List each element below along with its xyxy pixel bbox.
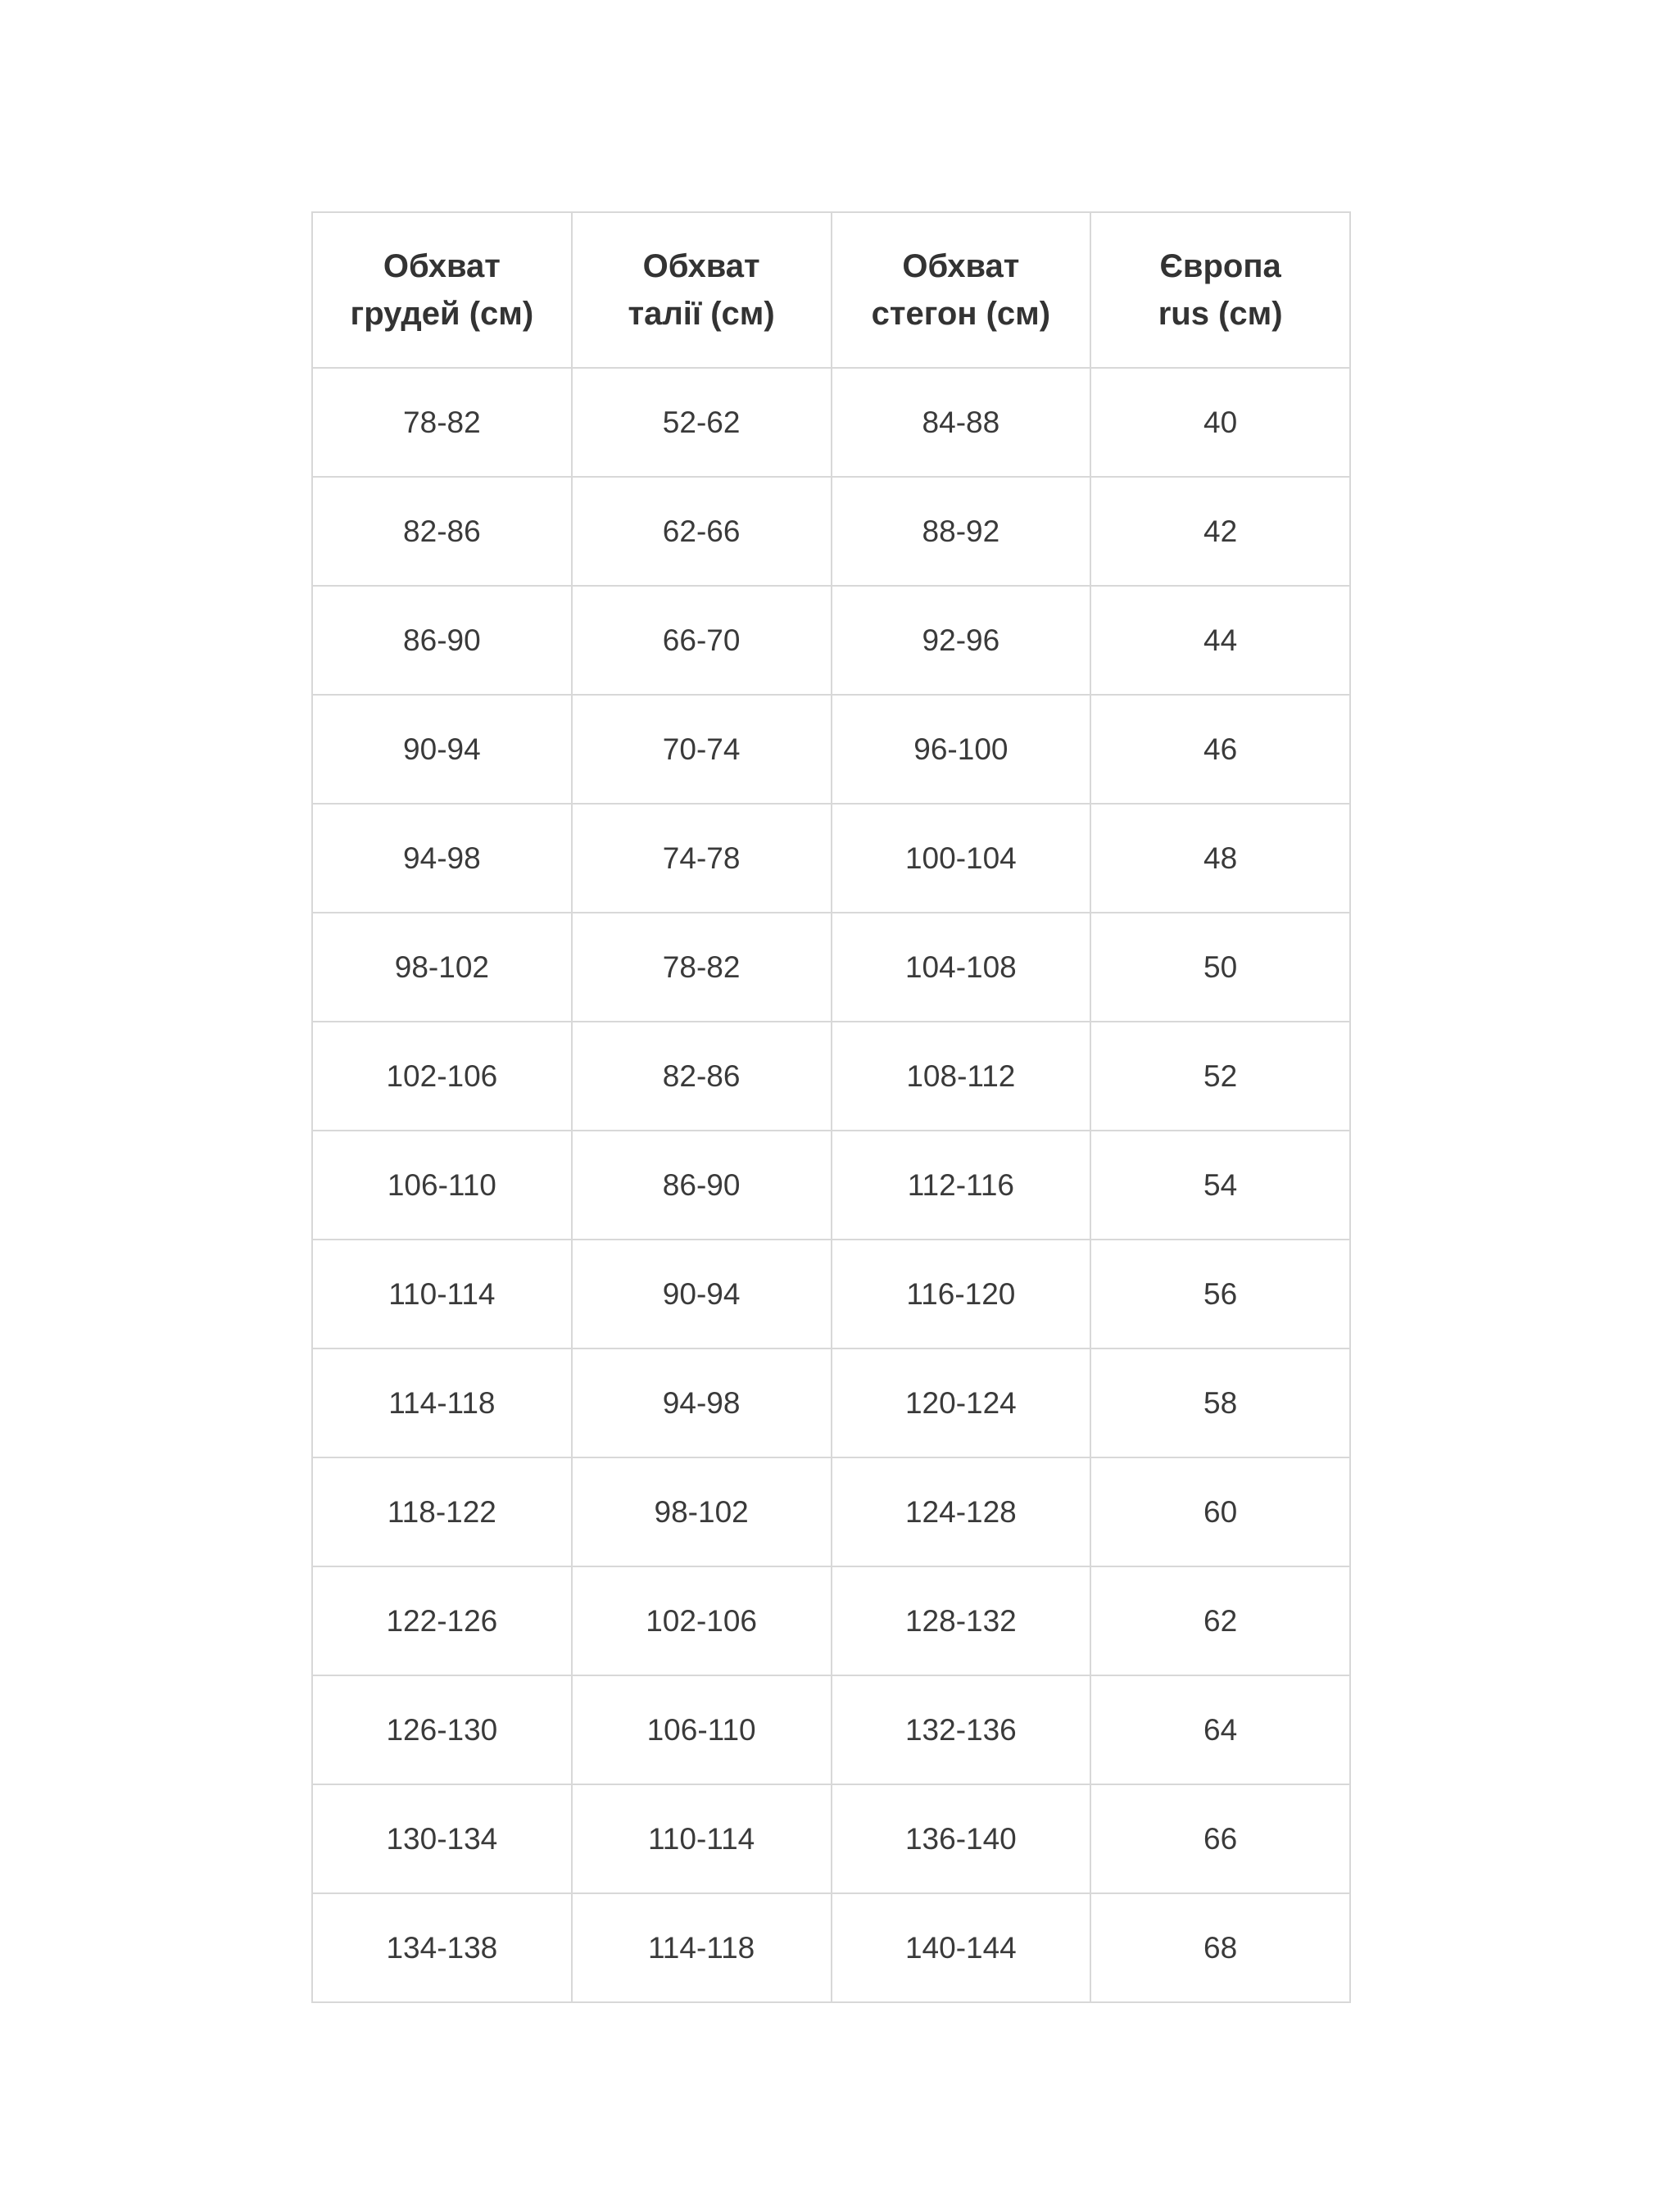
- cell-hips: 112-116: [832, 1131, 1091, 1240]
- table-row: [312, 1784, 1350, 1893]
- table-row: [312, 913, 1350, 1022]
- cell-hips: 136-140: [832, 1784, 1091, 1893]
- cell-europe: 58: [1090, 1349, 1350, 1457]
- cell-chest: 102-106: [312, 1022, 572, 1131]
- table-body: [312, 368, 1350, 2002]
- cell-chest: 122-126: [312, 1566, 572, 1675]
- cell-waist: 78-82: [572, 913, 832, 1022]
- cell-waist: 98-102: [572, 1457, 832, 1566]
- cell-hips: 92-96: [832, 586, 1091, 695]
- cell-hips: 116-120: [832, 1240, 1091, 1349]
- table-row: [312, 1893, 1350, 2002]
- cell-hips: 132-136: [832, 1675, 1091, 1784]
- cell-europe: 44: [1090, 586, 1350, 695]
- cell-hips: 108-112: [832, 1022, 1091, 1131]
- column-header-waist-line2: талії (см): [628, 296, 775, 332]
- cell-waist: 86-90: [572, 1131, 832, 1240]
- cell-chest: 78-82: [312, 368, 572, 477]
- column-header-hips-line2: стегон (см): [871, 296, 1051, 332]
- cell-europe: 50: [1090, 913, 1350, 1022]
- cell-europe: 60: [1090, 1457, 1350, 1566]
- cell-hips: 84-88: [832, 368, 1091, 477]
- table-row: [312, 1675, 1350, 1784]
- cell-waist: 106-110: [572, 1675, 832, 1784]
- cell-chest: 106-110: [312, 1131, 572, 1240]
- table-row: [312, 1022, 1350, 1131]
- cell-waist: 62-66: [572, 477, 832, 586]
- column-header-europe-line1: Європа: [1159, 248, 1281, 284]
- table-row: [312, 368, 1350, 477]
- column-header-waist-line1: Обхват: [642, 248, 760, 284]
- cell-waist: 90-94: [572, 1240, 832, 1349]
- cell-waist: 110-114: [572, 1784, 832, 1893]
- cell-chest: 94-98: [312, 804, 572, 913]
- cell-europe: 52: [1090, 1022, 1350, 1131]
- cell-chest: 134-138: [312, 1893, 572, 2002]
- cell-hips: 124-128: [832, 1457, 1091, 1566]
- table-row: [312, 477, 1350, 586]
- cell-chest: 130-134: [312, 1784, 572, 1893]
- cell-waist: 74-78: [572, 804, 832, 913]
- cell-chest: 90-94: [312, 695, 572, 804]
- cell-europe: 54: [1090, 1131, 1350, 1240]
- cell-hips: 96-100: [832, 695, 1091, 804]
- column-header-europe: [1090, 212, 1350, 368]
- table-row: [312, 1240, 1350, 1349]
- cell-europe: 46: [1090, 695, 1350, 804]
- cell-hips: 128-132: [832, 1566, 1091, 1675]
- table-row: [312, 695, 1350, 804]
- cell-chest: 110-114: [312, 1240, 572, 1349]
- table-row: [312, 1349, 1350, 1457]
- table-row: [312, 1566, 1350, 1675]
- table-header: [312, 212, 1350, 368]
- cell-europe: 56: [1090, 1240, 1350, 1349]
- cell-chest: 118-122: [312, 1457, 572, 1566]
- column-header-chest-line2: грудей (см): [350, 296, 534, 332]
- column-header-chest: [312, 212, 572, 368]
- column-header-hips-line1: Обхват: [902, 248, 1020, 284]
- size-chart-table: [311, 211, 1351, 2003]
- table-row: [312, 1457, 1350, 1566]
- cell-waist: 70-74: [572, 695, 832, 804]
- cell-waist: 82-86: [572, 1022, 832, 1131]
- cell-europe: 48: [1090, 804, 1350, 913]
- cell-waist: 66-70: [572, 586, 832, 695]
- cell-europe: 68: [1090, 1893, 1350, 2002]
- cell-waist: 114-118: [572, 1893, 832, 2002]
- column-header-chest-line1: Обхват: [383, 248, 501, 284]
- table-row: [312, 804, 1350, 913]
- header-row: [312, 212, 1350, 368]
- cell-europe: 42: [1090, 477, 1350, 586]
- cell-hips: 88-92: [832, 477, 1091, 586]
- table-row: [312, 586, 1350, 695]
- cell-europe: 40: [1090, 368, 1350, 477]
- column-header-waist: [572, 212, 832, 368]
- cell-hips: 100-104: [832, 804, 1091, 913]
- cell-waist: 52-62: [572, 368, 832, 477]
- column-header-hips: [832, 212, 1091, 368]
- cell-hips: 140-144: [832, 1893, 1091, 2002]
- column-header-europe-line2: rus (см): [1158, 296, 1283, 332]
- cell-europe: 66: [1090, 1784, 1350, 1893]
- cell-chest: 86-90: [312, 586, 572, 695]
- cell-chest: 114-118: [312, 1349, 572, 1457]
- cell-waist: 94-98: [572, 1349, 832, 1457]
- cell-chest: 82-86: [312, 477, 572, 586]
- cell-hips: 120-124: [832, 1349, 1091, 1457]
- cell-chest: 98-102: [312, 913, 572, 1022]
- cell-waist: 102-106: [572, 1566, 832, 1675]
- cell-hips: 104-108: [832, 913, 1091, 1022]
- cell-europe: 64: [1090, 1675, 1350, 1784]
- cell-europe: 62: [1090, 1566, 1350, 1675]
- cell-chest: 126-130: [312, 1675, 572, 1784]
- table-row: [312, 1131, 1350, 1240]
